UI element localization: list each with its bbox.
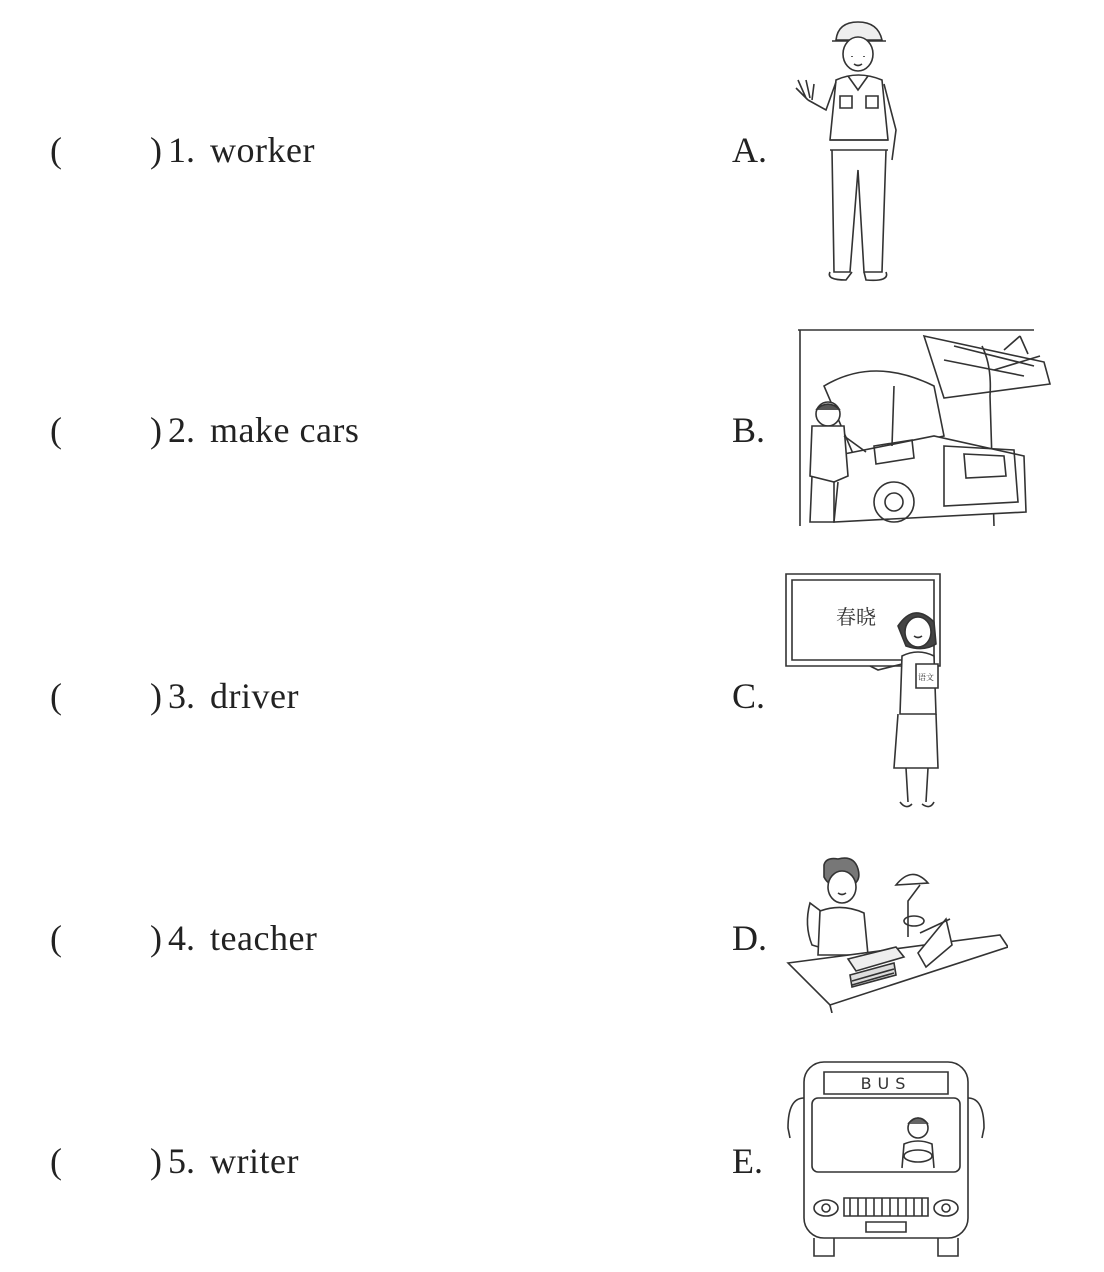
answer-bracket-close: ) (150, 918, 162, 958)
question-word: teacher (210, 918, 318, 958)
worker-icon (786, 10, 906, 285)
question-word: writer (210, 1141, 299, 1181)
answer-bracket-open[interactable]: ( (50, 130, 62, 170)
answer-bracket-open[interactable]: ( (50, 676, 62, 716)
answer-bracket-close: ) (150, 676, 162, 716)
question-number: 5. (168, 1141, 195, 1181)
answer-bracket-close: ) (150, 1141, 162, 1181)
teacher-icon (784, 572, 946, 820)
bus-driver-icon (786, 1058, 986, 1260)
question-number: 3. (168, 676, 195, 716)
car-factory-icon (794, 326, 1056, 528)
option-letter: A. (732, 130, 767, 170)
answer-bracket-close: ) (150, 130, 162, 170)
question-word: driver (210, 676, 299, 716)
option-letter: D. (732, 918, 767, 958)
question-number: 4. (168, 918, 195, 958)
answer-bracket-open[interactable]: ( (50, 410, 62, 450)
option-letter: C. (732, 676, 766, 716)
option-letter: E. (732, 1141, 763, 1181)
question-number: 2. (168, 410, 195, 450)
option-letter: B. (732, 410, 766, 450)
board-text: 春晓 (836, 605, 876, 629)
bus-sign: BUS (860, 1074, 912, 1093)
answer-bracket-close: ) (150, 410, 162, 450)
writer-icon (786, 855, 1008, 1013)
book-text: 语文 (918, 673, 934, 682)
question-word: worker (210, 130, 315, 170)
question-number: 1. (168, 130, 195, 170)
answer-bracket-open[interactable]: ( (50, 918, 62, 958)
answer-bracket-open[interactable]: ( (50, 1141, 62, 1181)
question-word: make cars (210, 410, 360, 450)
